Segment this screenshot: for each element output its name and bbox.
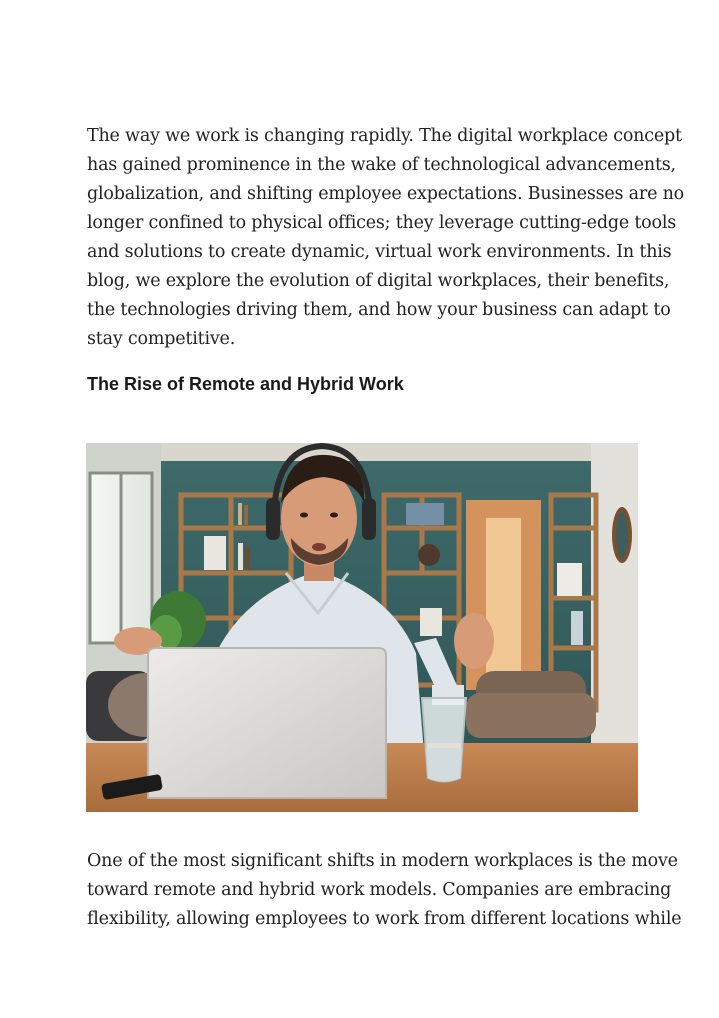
intro-line: The way we work is changing rapidly. The digital workplace concept — [87, 126, 682, 146]
intro-paragraph — [87, 122, 685, 354]
intro-line: and solutions to create dynamic, virtual work environments. In this — [87, 242, 672, 262]
intro-line: stay competitive. — [87, 329, 236, 349]
body-line: toward remote and hybrid work models. Companies are embracing — [87, 880, 672, 900]
intro-line: the technologies driving them, and how your business can adapt to — [87, 300, 671, 320]
section-heading: The Rise of Remote and Hybrid Work — [87, 374, 404, 394]
body-line: One of the most significant shifts in modern workplaces is the move — [87, 851, 678, 871]
intro-line: has gained prominence in the wake of technological advancements, — [87, 155, 676, 175]
remote-work-photo — [86, 443, 638, 812]
intro-line: blog, we explore the evolution of digital workplaces, their benefits, — [87, 271, 670, 291]
intro-line: longer confined to physical offices; they leverage cutting-edge tools — [87, 213, 677, 233]
intro-line: globalization, and shifting employee expectations. Businesses are no — [87, 184, 685, 204]
body-line: flexibility, allowing employees to work from different locations while — [87, 909, 682, 929]
body-paragraph — [87, 847, 682, 934]
